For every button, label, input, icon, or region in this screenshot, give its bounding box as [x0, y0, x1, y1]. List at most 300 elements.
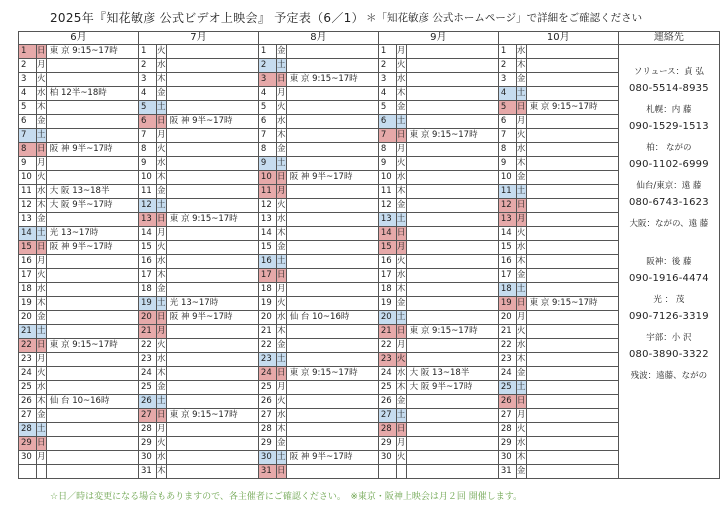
weekday: 日 — [396, 423, 406, 437]
event-cell — [526, 409, 618, 423]
contact-name: 阪神：後 藤 — [646, 257, 692, 267]
contact-name: 残波：遠藤、ながの — [630, 371, 708, 381]
weekday: 火 — [36, 73, 46, 87]
weekday: 木 — [276, 129, 286, 143]
day-number: 10 — [19, 171, 37, 185]
event-cell — [526, 395, 618, 409]
footer-note: ☆日／時は変更になる場合もありますので、各主催者にご確認ください。 ※東京・阪神上映会は月２回 開催します。 — [50, 492, 523, 502]
table-row — [19, 255, 720, 269]
day-number: 23 — [19, 353, 37, 367]
day-number: 7 — [378, 129, 396, 143]
event-cell — [46, 325, 138, 339]
weekday: 火 — [276, 297, 286, 311]
event-cell — [526, 339, 618, 353]
weekday: 金 — [156, 87, 166, 101]
weekday: 木 — [36, 199, 46, 213]
day-number: 6 — [498, 115, 516, 129]
event-cell — [286, 465, 378, 479]
weekday: 木 — [276, 423, 286, 437]
day-number: 11 — [19, 185, 37, 199]
event-cell — [46, 423, 138, 437]
month-header: 6月 — [19, 32, 139, 45]
day-number: 6 — [138, 115, 156, 129]
weekday: 木 — [516, 353, 526, 367]
weekday: 火 — [156, 241, 166, 255]
weekday — [396, 465, 406, 479]
day-number: 23 — [258, 353, 276, 367]
day-number: 16 — [19, 255, 37, 269]
weekday: 月 — [156, 423, 166, 437]
month-header: 7月 — [138, 32, 258, 45]
event-cell — [286, 143, 378, 157]
day-number: 3 — [258, 73, 276, 87]
weekday: 火 — [396, 255, 406, 269]
event-cell — [406, 451, 498, 465]
day-number: 15 — [138, 241, 156, 255]
weekday: 土 — [276, 59, 286, 73]
day-number: 26 — [138, 395, 156, 409]
weekday: 水 — [516, 45, 526, 59]
day-number: 26 — [258, 395, 276, 409]
event-cell: 阪 神 9半~17時 — [286, 171, 378, 185]
day-number: 14 — [138, 227, 156, 241]
weekday: 水 — [396, 367, 406, 381]
weekday: 火 — [516, 325, 526, 339]
day-number: 25 — [498, 381, 516, 395]
day-number: 8 — [138, 143, 156, 157]
weekday: 火 — [156, 339, 166, 353]
day-number: 10 — [258, 171, 276, 185]
day-number: 14 — [19, 227, 37, 241]
table-row — [19, 437, 720, 451]
event-cell — [286, 241, 378, 255]
weekday: 金 — [396, 297, 406, 311]
event-cell — [166, 241, 258, 255]
contact-name: 大阪：ながの、遠 藤 — [629, 219, 709, 229]
contact-phone: 090-1916-4474 — [628, 273, 709, 284]
weekday: 水 — [36, 381, 46, 395]
event-cell — [46, 367, 138, 381]
event-cell — [166, 437, 258, 451]
weekday: 金 — [36, 311, 46, 325]
event-cell — [166, 129, 258, 143]
weekday: 土 — [396, 409, 406, 423]
day-number — [378, 465, 396, 479]
event-cell — [406, 87, 498, 101]
day-number: 17 — [138, 269, 156, 283]
day-number: 7 — [138, 129, 156, 143]
event-cell: 仙 台 10~16時 — [286, 311, 378, 325]
event-cell — [526, 325, 618, 339]
weekday: 月 — [36, 353, 46, 367]
month-header: 9月 — [378, 32, 498, 45]
event-cell — [406, 73, 498, 87]
day-number: 28 — [498, 423, 516, 437]
event-cell — [526, 129, 618, 143]
weekday: 日 — [36, 143, 46, 157]
day-number: 10 — [138, 171, 156, 185]
weekday: 月 — [36, 157, 46, 171]
weekday: 木 — [156, 465, 166, 479]
day-number: 2 — [378, 59, 396, 73]
event-cell — [286, 199, 378, 213]
event-cell — [46, 171, 138, 185]
event-cell — [406, 255, 498, 269]
day-number: 11 — [258, 185, 276, 199]
event-cell — [406, 101, 498, 115]
day-number: 20 — [498, 311, 516, 325]
day-number: 13 — [258, 213, 276, 227]
event-cell — [286, 297, 378, 311]
weekday: 水 — [156, 353, 166, 367]
weekday: 火 — [276, 395, 286, 409]
event-cell — [286, 353, 378, 367]
day-number: 10 — [378, 171, 396, 185]
event-cell — [526, 381, 618, 395]
weekday: 木 — [156, 73, 166, 87]
day-number: 20 — [258, 311, 276, 325]
event-cell: 大 阪 9半~17時 — [406, 381, 498, 395]
contact-name: 光 ： 茂 — [653, 295, 685, 305]
table-row — [19, 199, 720, 213]
weekday: 金 — [516, 171, 526, 185]
weekday: 木 — [516, 157, 526, 171]
day-number: 11 — [378, 185, 396, 199]
day-number: 29 — [258, 437, 276, 451]
weekday: 日 — [276, 367, 286, 381]
weekday: 日 — [156, 311, 166, 325]
table-row — [19, 465, 720, 479]
event-cell — [166, 185, 258, 199]
day-number: 7 — [258, 129, 276, 143]
event-cell — [46, 283, 138, 297]
event-cell: 東 京 9:15~17時 — [46, 45, 138, 59]
weekday: 火 — [396, 353, 406, 367]
day-number: 27 — [378, 409, 396, 423]
day-number: 2 — [19, 59, 37, 73]
contact-phone: 090-7126-3319 — [628, 311, 709, 322]
weekday: 火 — [276, 101, 286, 115]
day-number: 2 — [138, 59, 156, 73]
day-number: 21 — [378, 325, 396, 339]
event-cell — [286, 269, 378, 283]
weekday: 日 — [396, 325, 406, 339]
weekday: 火 — [396, 157, 406, 171]
event-cell — [406, 143, 498, 157]
page-title: 2025年『知花敏彦 公式ビデオ上映会』 予定表（6／1） — [50, 11, 364, 25]
day-number: 23 — [378, 353, 396, 367]
event-cell — [406, 437, 498, 451]
day-number: 18 — [378, 283, 396, 297]
weekday: 日 — [276, 465, 286, 479]
weekday: 日 — [156, 213, 166, 227]
weekday: 火 — [396, 451, 406, 465]
weekday: 金 — [516, 367, 526, 381]
weekday: 月 — [156, 129, 166, 143]
weekday: 土 — [516, 185, 526, 199]
weekday: 金 — [516, 269, 526, 283]
day-number: 12 — [258, 199, 276, 213]
schedule-table — [18, 31, 720, 479]
event-cell: 東 京 9:15~17時 — [406, 129, 498, 143]
day-number: 22 — [378, 339, 396, 353]
weekday: 水 — [36, 87, 46, 101]
table-row — [19, 87, 720, 101]
day-number: 16 — [378, 255, 396, 269]
weekday: 金 — [156, 381, 166, 395]
event-cell — [406, 213, 498, 227]
weekday: 木 — [516, 59, 526, 73]
day-number: 17 — [19, 269, 37, 283]
event-cell: 東 京 9:15~17時 — [406, 325, 498, 339]
contact-name: ソリュース：貞 弘 — [633, 67, 704, 77]
event-cell — [286, 213, 378, 227]
day-number: 30 — [258, 451, 276, 465]
weekday: 木 — [36, 101, 46, 115]
day-number: 4 — [258, 87, 276, 101]
day-number: 5 — [378, 101, 396, 115]
day-number: 8 — [378, 143, 396, 157]
event-cell — [526, 241, 618, 255]
day-number: 29 — [378, 437, 396, 451]
day-number: 22 — [19, 339, 37, 353]
event-cell — [46, 353, 138, 367]
event-cell — [286, 423, 378, 437]
weekday: 月 — [396, 339, 406, 353]
weekday: 土 — [516, 283, 526, 297]
event-cell: 東 京 9:15~17時 — [526, 297, 618, 311]
month-header-row — [19, 32, 720, 45]
event-cell — [526, 451, 618, 465]
day-number: 17 — [378, 269, 396, 283]
weekday: 土 — [396, 311, 406, 325]
weekday: 土 — [36, 423, 46, 437]
table-row — [19, 143, 720, 157]
table-row — [19, 227, 720, 241]
day-number: 22 — [258, 339, 276, 353]
weekday: 木 — [36, 395, 46, 409]
weekday: 月 — [516, 409, 526, 423]
day-number: 1 — [258, 45, 276, 59]
day-number: 31 — [138, 465, 156, 479]
event-cell — [526, 59, 618, 73]
event-cell — [46, 409, 138, 423]
event-cell — [166, 227, 258, 241]
event-cell — [406, 269, 498, 283]
weekday: 木 — [276, 227, 286, 241]
event-cell — [46, 213, 138, 227]
day-number: 1 — [378, 45, 396, 59]
weekday: 金 — [396, 395, 406, 409]
day-number: 18 — [498, 283, 516, 297]
event-cell — [286, 115, 378, 129]
day-number: 30 — [378, 451, 396, 465]
day-number: 13 — [19, 213, 37, 227]
weekday: 水 — [396, 269, 406, 283]
day-number: 17 — [498, 269, 516, 283]
weekday: 金 — [276, 45, 286, 59]
day-number: 6 — [378, 115, 396, 129]
weekday: 月 — [396, 45, 406, 59]
day-number: 9 — [138, 157, 156, 171]
event-cell — [46, 381, 138, 395]
day-number: 19 — [498, 297, 516, 311]
weekday: 土 — [156, 297, 166, 311]
day-number — [19, 465, 37, 479]
weekday: 日 — [516, 395, 526, 409]
weekday: 金 — [516, 465, 526, 479]
day-number: 3 — [378, 73, 396, 87]
event-cell — [526, 367, 618, 381]
weekday: 日 — [396, 129, 406, 143]
event-cell: 光 13~17時 — [166, 297, 258, 311]
weekday: 水 — [516, 241, 526, 255]
day-number: 16 — [138, 255, 156, 269]
day-number: 9 — [378, 157, 396, 171]
weekday: 土 — [36, 227, 46, 241]
contact-phone: 090-1529-1513 — [628, 121, 709, 132]
weekday: 月 — [396, 241, 406, 255]
event-cell — [46, 255, 138, 269]
weekday: 水 — [156, 255, 166, 269]
day-number: 3 — [138, 73, 156, 87]
weekday: 日 — [36, 437, 46, 451]
weekday: 金 — [396, 101, 406, 115]
day-number: 28 — [378, 423, 396, 437]
table-row — [19, 269, 720, 283]
day-number: 19 — [258, 297, 276, 311]
event-cell: 阪 神 9半~17時 — [166, 311, 258, 325]
event-cell — [526, 255, 618, 269]
weekday: 土 — [156, 395, 166, 409]
day-number: 22 — [498, 339, 516, 353]
day-number: 14 — [378, 227, 396, 241]
weekday: 日 — [156, 115, 166, 129]
day-number: 4 — [19, 87, 37, 101]
weekday: 火 — [36, 367, 46, 381]
event-cell: 東 京 9:15~17時 — [526, 101, 618, 115]
event-cell — [166, 325, 258, 339]
table-row — [19, 353, 720, 367]
weekday: 土 — [36, 325, 46, 339]
event-cell — [406, 59, 498, 73]
table-row — [19, 59, 720, 73]
website-note: ＊「知花敏彦 公式ホームページ」で詳細をご確認ください — [366, 12, 643, 24]
day-number: 23 — [138, 353, 156, 367]
weekday: 日 — [36, 45, 46, 59]
day-number: 24 — [19, 367, 37, 381]
day-number: 9 — [258, 157, 276, 171]
day-number: 29 — [19, 437, 37, 451]
day-number: 19 — [19, 297, 37, 311]
day-number: 27 — [258, 409, 276, 423]
day-number: 21 — [19, 325, 37, 339]
weekday: 日 — [276, 269, 286, 283]
event-cell — [526, 185, 618, 199]
day-number: 18 — [19, 283, 37, 297]
table-row — [19, 241, 720, 255]
weekday: 金 — [276, 241, 286, 255]
weekday: 木 — [156, 171, 166, 185]
day-number: 26 — [378, 395, 396, 409]
day-number: 18 — [138, 283, 156, 297]
day-number: 28 — [19, 423, 37, 437]
event-cell — [286, 87, 378, 101]
day-number: 14 — [258, 227, 276, 241]
event-cell — [526, 171, 618, 185]
event-cell — [46, 59, 138, 73]
weekday: 金 — [516, 73, 526, 87]
day-number: 4 — [498, 87, 516, 101]
day-number: 29 — [498, 437, 516, 451]
event-cell — [166, 87, 258, 101]
event-cell — [286, 437, 378, 451]
day-number: 30 — [498, 451, 516, 465]
weekday: 水 — [276, 409, 286, 423]
day-number: 8 — [498, 143, 516, 157]
weekday: 金 — [36, 409, 46, 423]
weekday: 土 — [276, 353, 286, 367]
table-row — [19, 157, 720, 171]
weekday: 月 — [36, 451, 46, 465]
weekday: 水 — [276, 311, 286, 325]
day-number: 27 — [138, 409, 156, 423]
weekday: 木 — [396, 381, 406, 395]
table-row — [19, 367, 720, 381]
event-cell: 東 京 9:15~17時 — [166, 213, 258, 227]
day-number: 25 — [19, 381, 37, 395]
event-cell — [166, 423, 258, 437]
weekday: 火 — [276, 199, 286, 213]
event-cell — [406, 241, 498, 255]
day-number: 18 — [258, 283, 276, 297]
event-cell — [406, 227, 498, 241]
day-number: 13 — [138, 213, 156, 227]
table-row — [19, 45, 720, 59]
weekday: 金 — [276, 143, 286, 157]
event-cell — [526, 227, 618, 241]
weekday: 月 — [156, 325, 166, 339]
table-row — [19, 311, 720, 325]
day-number: 12 — [498, 199, 516, 213]
day-number: 13 — [378, 213, 396, 227]
day-number: 30 — [19, 451, 37, 465]
contact-name: 札幌：内 藤 — [646, 105, 692, 115]
weekday: 水 — [396, 171, 406, 185]
contact-phone: 080-5514-8935 — [628, 83, 709, 94]
weekday: 火 — [516, 129, 526, 143]
weekday: 木 — [36, 297, 46, 311]
day-number: 27 — [498, 409, 516, 423]
event-cell — [166, 45, 258, 59]
day-number: 8 — [19, 143, 37, 157]
table-row — [19, 129, 720, 143]
event-cell — [406, 409, 498, 423]
event-cell — [406, 45, 498, 59]
event-cell — [406, 395, 498, 409]
day-number: 31 — [258, 465, 276, 479]
weekday: 月 — [36, 59, 46, 73]
event-cell — [286, 227, 378, 241]
event-cell — [46, 73, 138, 87]
day-number: 15 — [378, 241, 396, 255]
day-number: 25 — [378, 381, 396, 395]
weekday: 火 — [36, 269, 46, 283]
weekday: 水 — [156, 157, 166, 171]
event-cell: 光 13~17時 — [46, 227, 138, 241]
event-cell — [406, 185, 498, 199]
event-cell — [286, 157, 378, 171]
